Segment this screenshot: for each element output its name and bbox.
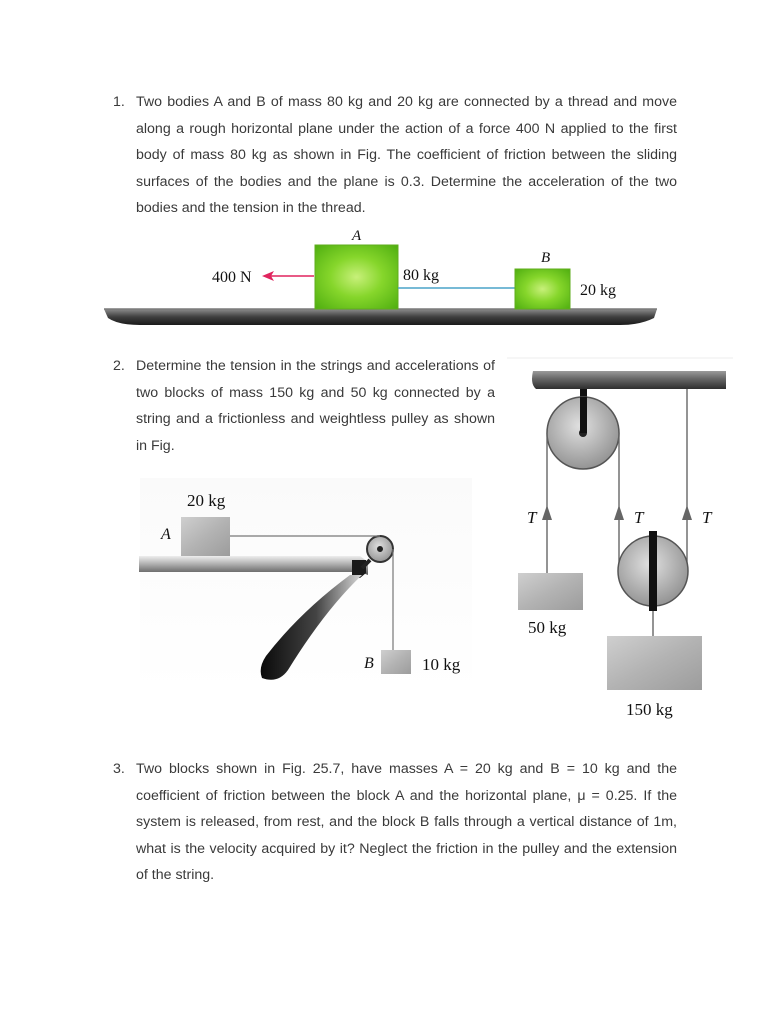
question-text: Determine the tension in the strings and accelerations of two blocks of mass 150 kg and 50 kg connected by a string and a frictionless and weightless pulley as shown in Fig. [136, 358, 495, 454]
tension-arrow-right [682, 505, 692, 520]
tension-arrow-middle [614, 505, 624, 520]
block-150kg-label: 150 kg [626, 700, 673, 719]
block-a-name: A [352, 228, 362, 244]
block-a [315, 245, 398, 309]
block-b [515, 269, 570, 309]
tension-label-middle: T [634, 508, 644, 527]
question-number: 2. [113, 358, 125, 374]
tension-label-right: T [702, 508, 712, 527]
question-number: 3. [113, 761, 125, 777]
block-b [381, 650, 411, 674]
block-a-mass: 20 kg [187, 491, 226, 510]
figure-3-table-pulley [139, 478, 472, 692]
block-b-name: B [541, 250, 551, 266]
question-text: Two blocks shown in Fig. 25.7, have masses A = 20 kg and B = 10 kg and the coefficient of friction between the block A and the horizontal plane, μ = 0.25. If the system is released, from rest, and the block B falls through a vertical distance of 1m, what is the velocity acquired by it? Neglect the friction in the pulley and the extension of the string. [136, 761, 677, 883]
block-b-mass: 10 kg [422, 655, 461, 674]
block-b-mass: 20 kg [580, 282, 616, 299]
block-a-name: A [161, 526, 171, 543]
figure-1-horizontal-plane [104, 228, 657, 325]
block-b-name: B [364, 655, 374, 672]
question-text: Two bodies A and B of mass 80 kg and 20 kg are connected by a thread and move along a rough horizontal plane under the action of a force 400 N applied to the first body of mass 80 kg as shown in Fig. The coefficient of friction between the sliding surfaces of the bodies and the plane is 0.3. Determine the acceleration of the two bodies and the tension in the thread. [136, 94, 677, 216]
question-number: 1. [113, 94, 125, 110]
block-50kg-label: 50 kg [528, 618, 567, 637]
block-a-mass: 80 kg [403, 267, 439, 284]
force-arrow [262, 271, 314, 281]
figure-2-pulley-system [507, 358, 733, 719]
ceiling-beam [532, 371, 726, 389]
rough-plane-surface [104, 309, 657, 325]
tension-arrow-left [542, 505, 552, 520]
force-label: 400 N [212, 269, 252, 286]
block-150kg [607, 636, 702, 690]
tension-label-left: T [527, 508, 537, 527]
block-a [181, 517, 230, 556]
block-50kg [518, 573, 583, 610]
